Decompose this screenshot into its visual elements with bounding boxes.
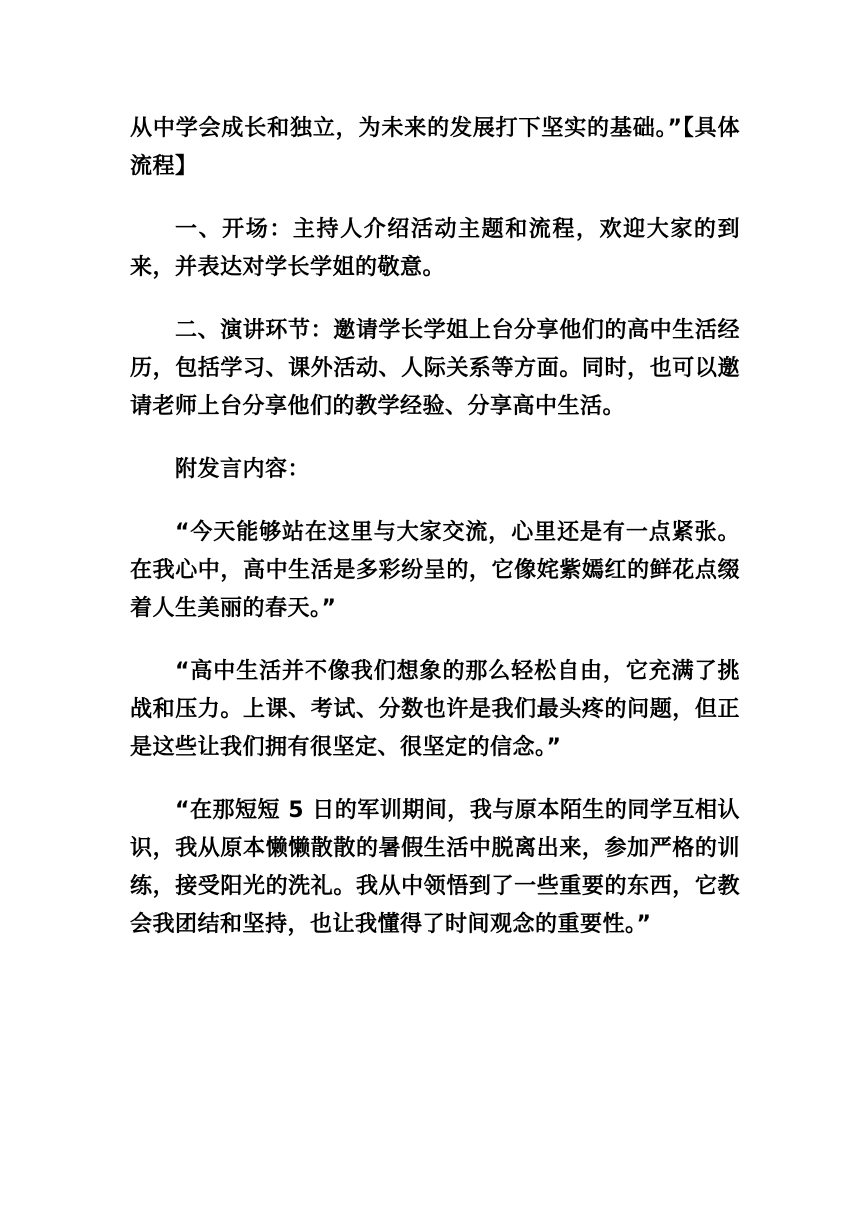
paragraph-quote-2: “高中生活并不像我们想象的那么轻松自由，它充满了挑战和压力。上课、考试、分数也许是我们最头疼的问题，但正是这些让我们拥有很坚定、很坚定的信念。” [130, 659, 740, 760]
paragraph-speech-segment: 二、演讲环节：邀请学长学姐上台分享他们的高中生活经历，包括学习、课外活动、人际关系等方面。同时，也可以邀请老师上台分享他们的教学经验、分享高中生活。 [130, 318, 740, 419]
paragraph-intro-continuation: 从中学会成长和独立，为未来的发展打下坚实的基础。”【具体流程】 [130, 116, 740, 179]
paragraph-quote-3: “在那短短 5 日的军训期间，我与原本陌生的同学互相认识，我从原本懒懒散散的暑假生活中脱离出来，参加严格的训练，接受阳光的洗礼。我从中领悟到了一些重要的东西，它教会我团结和坚持，也让我懂得了时间观念的重要性。” [130, 798, 740, 937]
paragraph-opening: 一、开场：主持人介绍活动主题和流程，欢迎大家的到来，并表达对学长学姐的敬意。 [130, 217, 740, 280]
paragraph-quote-1: “今天能够站在这里与大家交流，心里还是有一点紧张。在我心中，高中生活是多彩纷呈的，它像姹紫嫣红的鲜花点缀着人生美丽的春天。” [130, 520, 740, 621]
document-body [130, 110, 740, 969]
paragraph-speech-heading: 附发言内容： [175, 457, 311, 482]
